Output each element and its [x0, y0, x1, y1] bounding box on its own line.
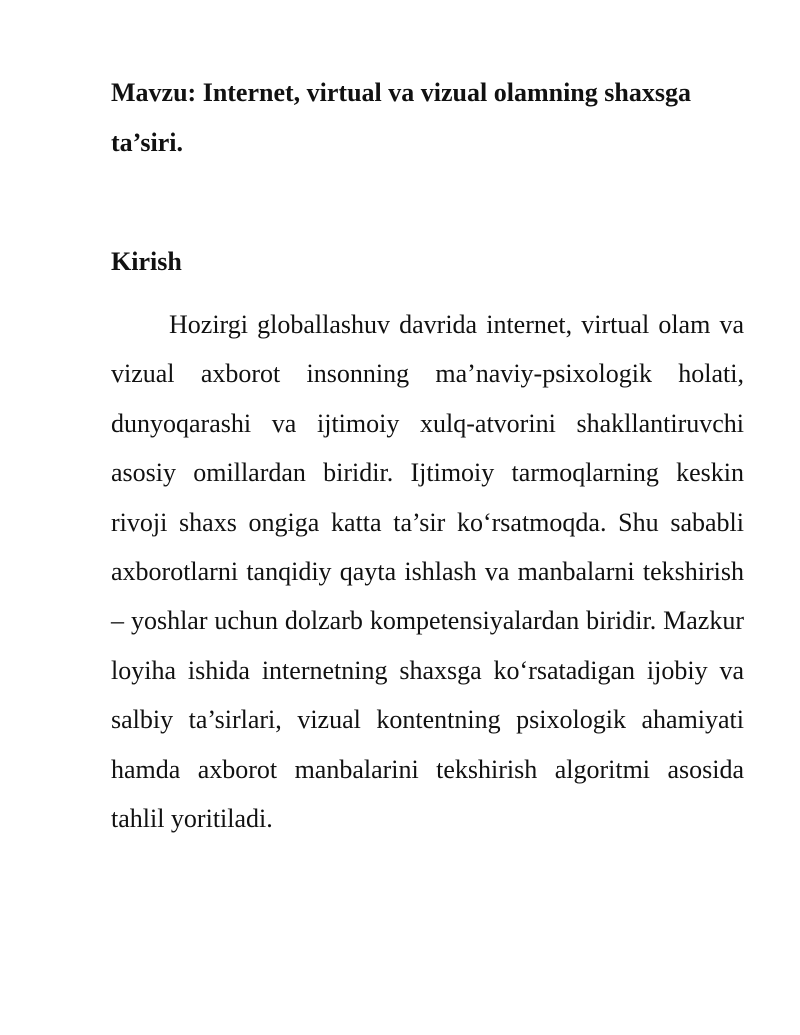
intro-paragraph: Hozirgi globallashuv davrida internet, virtual olam va vizual axborot insonning ma’naviy-psixologik holati, dunyoqarashi va ijtimoiy xulq-atvorini shakllantiruvchi asosiy omillardan biridir. Ijtimoiy tarmoqlarning keskin rivoji shaxs ongiga katta ta’sir ko‘rsatmoqda. Shu sababli axborotlarni tanqidiy qayta ishlash va manbalarni tekshirish – yoshlar uchun dolzarb kompetensiyalardan biridir. Mazkur loyiha ishida internetning shaxsga ko‘rsatadigan ijobiy va salbiy ta’sirlari, vizual kontentning psixologik ahamiyati hamda axborot manbalarini tekshirish algoritmi asosida tahlil yoritiladi. [111, 310, 744, 834]
document-title: Mavzu: Internet, virtual va vizual olamning shaxsga ta’siri. [111, 78, 691, 157]
document-page [111, 68, 744, 834]
section-heading: Kirish [111, 247, 182, 276]
